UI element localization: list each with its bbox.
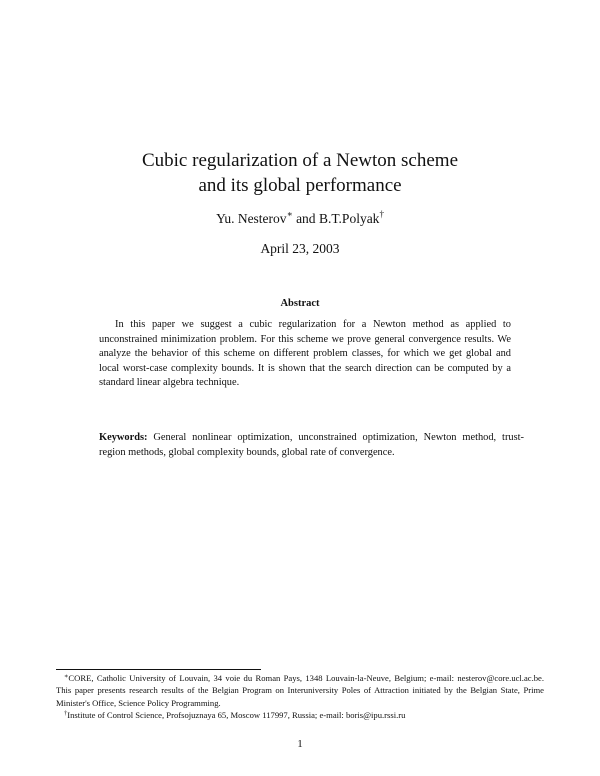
abstract-text: In this paper we suggest a cubic regularization for a Newton method as applied to unconstrained minimization problem. For this scheme we prove general convergence results. We analyze the behavior of this scheme on different problem classes, for which we get global and local worst-case complexity bounds. It is shown that the search direction can be computed by a standard linear algebra technique. [99, 319, 511, 389]
author-2: B.T.Polyak [318, 211, 380, 226]
footnotes [56, 672, 544, 721]
footnote-1-mark: ∗ [64, 673, 69, 680]
keywords-label: Keywords: [99, 432, 148, 443]
footnote-rule [56, 669, 261, 670]
footnote-2-mark: † [64, 709, 68, 717]
authors-line [0, 211, 600, 227]
paper-title-line-2: and its global performance [198, 175, 402, 196]
author-1: Yu. Nesterov [216, 211, 287, 226]
keywords-text: General nonlinear optimization, unconstrained optimization, Newton method, trust-region methods, global complexity bounds, global rate of convergence. [99, 432, 524, 458]
footnote-1-text: CORE, Catholic University of Louvain, 34 voie du Roman Pays, 1348 Louvain-la-Neuve, Belgium; e-mail: nesterov@core.ucl.ac.be. This paper presents research results of the Belgian Program on Interuniversity Poles of Attraction initiated by the Belgian State, Prime Minister's Office, Science Policy Programming. [56, 673, 544, 708]
page-number: 1 [297, 738, 303, 750]
author-1-footnote-mark: ∗ [286, 209, 293, 219]
paper-title-line-1: Cubic regularization of a Newton scheme [141, 150, 459, 171]
abstract-heading: Abstract [280, 298, 320, 309]
keywords-paragraph [99, 431, 524, 460]
author-conjunction: and [292, 211, 319, 226]
paper-date: April 23, 2003 [260, 241, 340, 256]
author-2-footnote-mark: † [379, 209, 384, 219]
footnote-2-text: Institute of Control Science, Profsojuznaya 65, Moscow 117997, Russia; e-mail: boris@ipu.rssi.ru [67, 709, 406, 720]
footnote-2 [56, 709, 544, 721]
footnote-1 [56, 672, 544, 709]
